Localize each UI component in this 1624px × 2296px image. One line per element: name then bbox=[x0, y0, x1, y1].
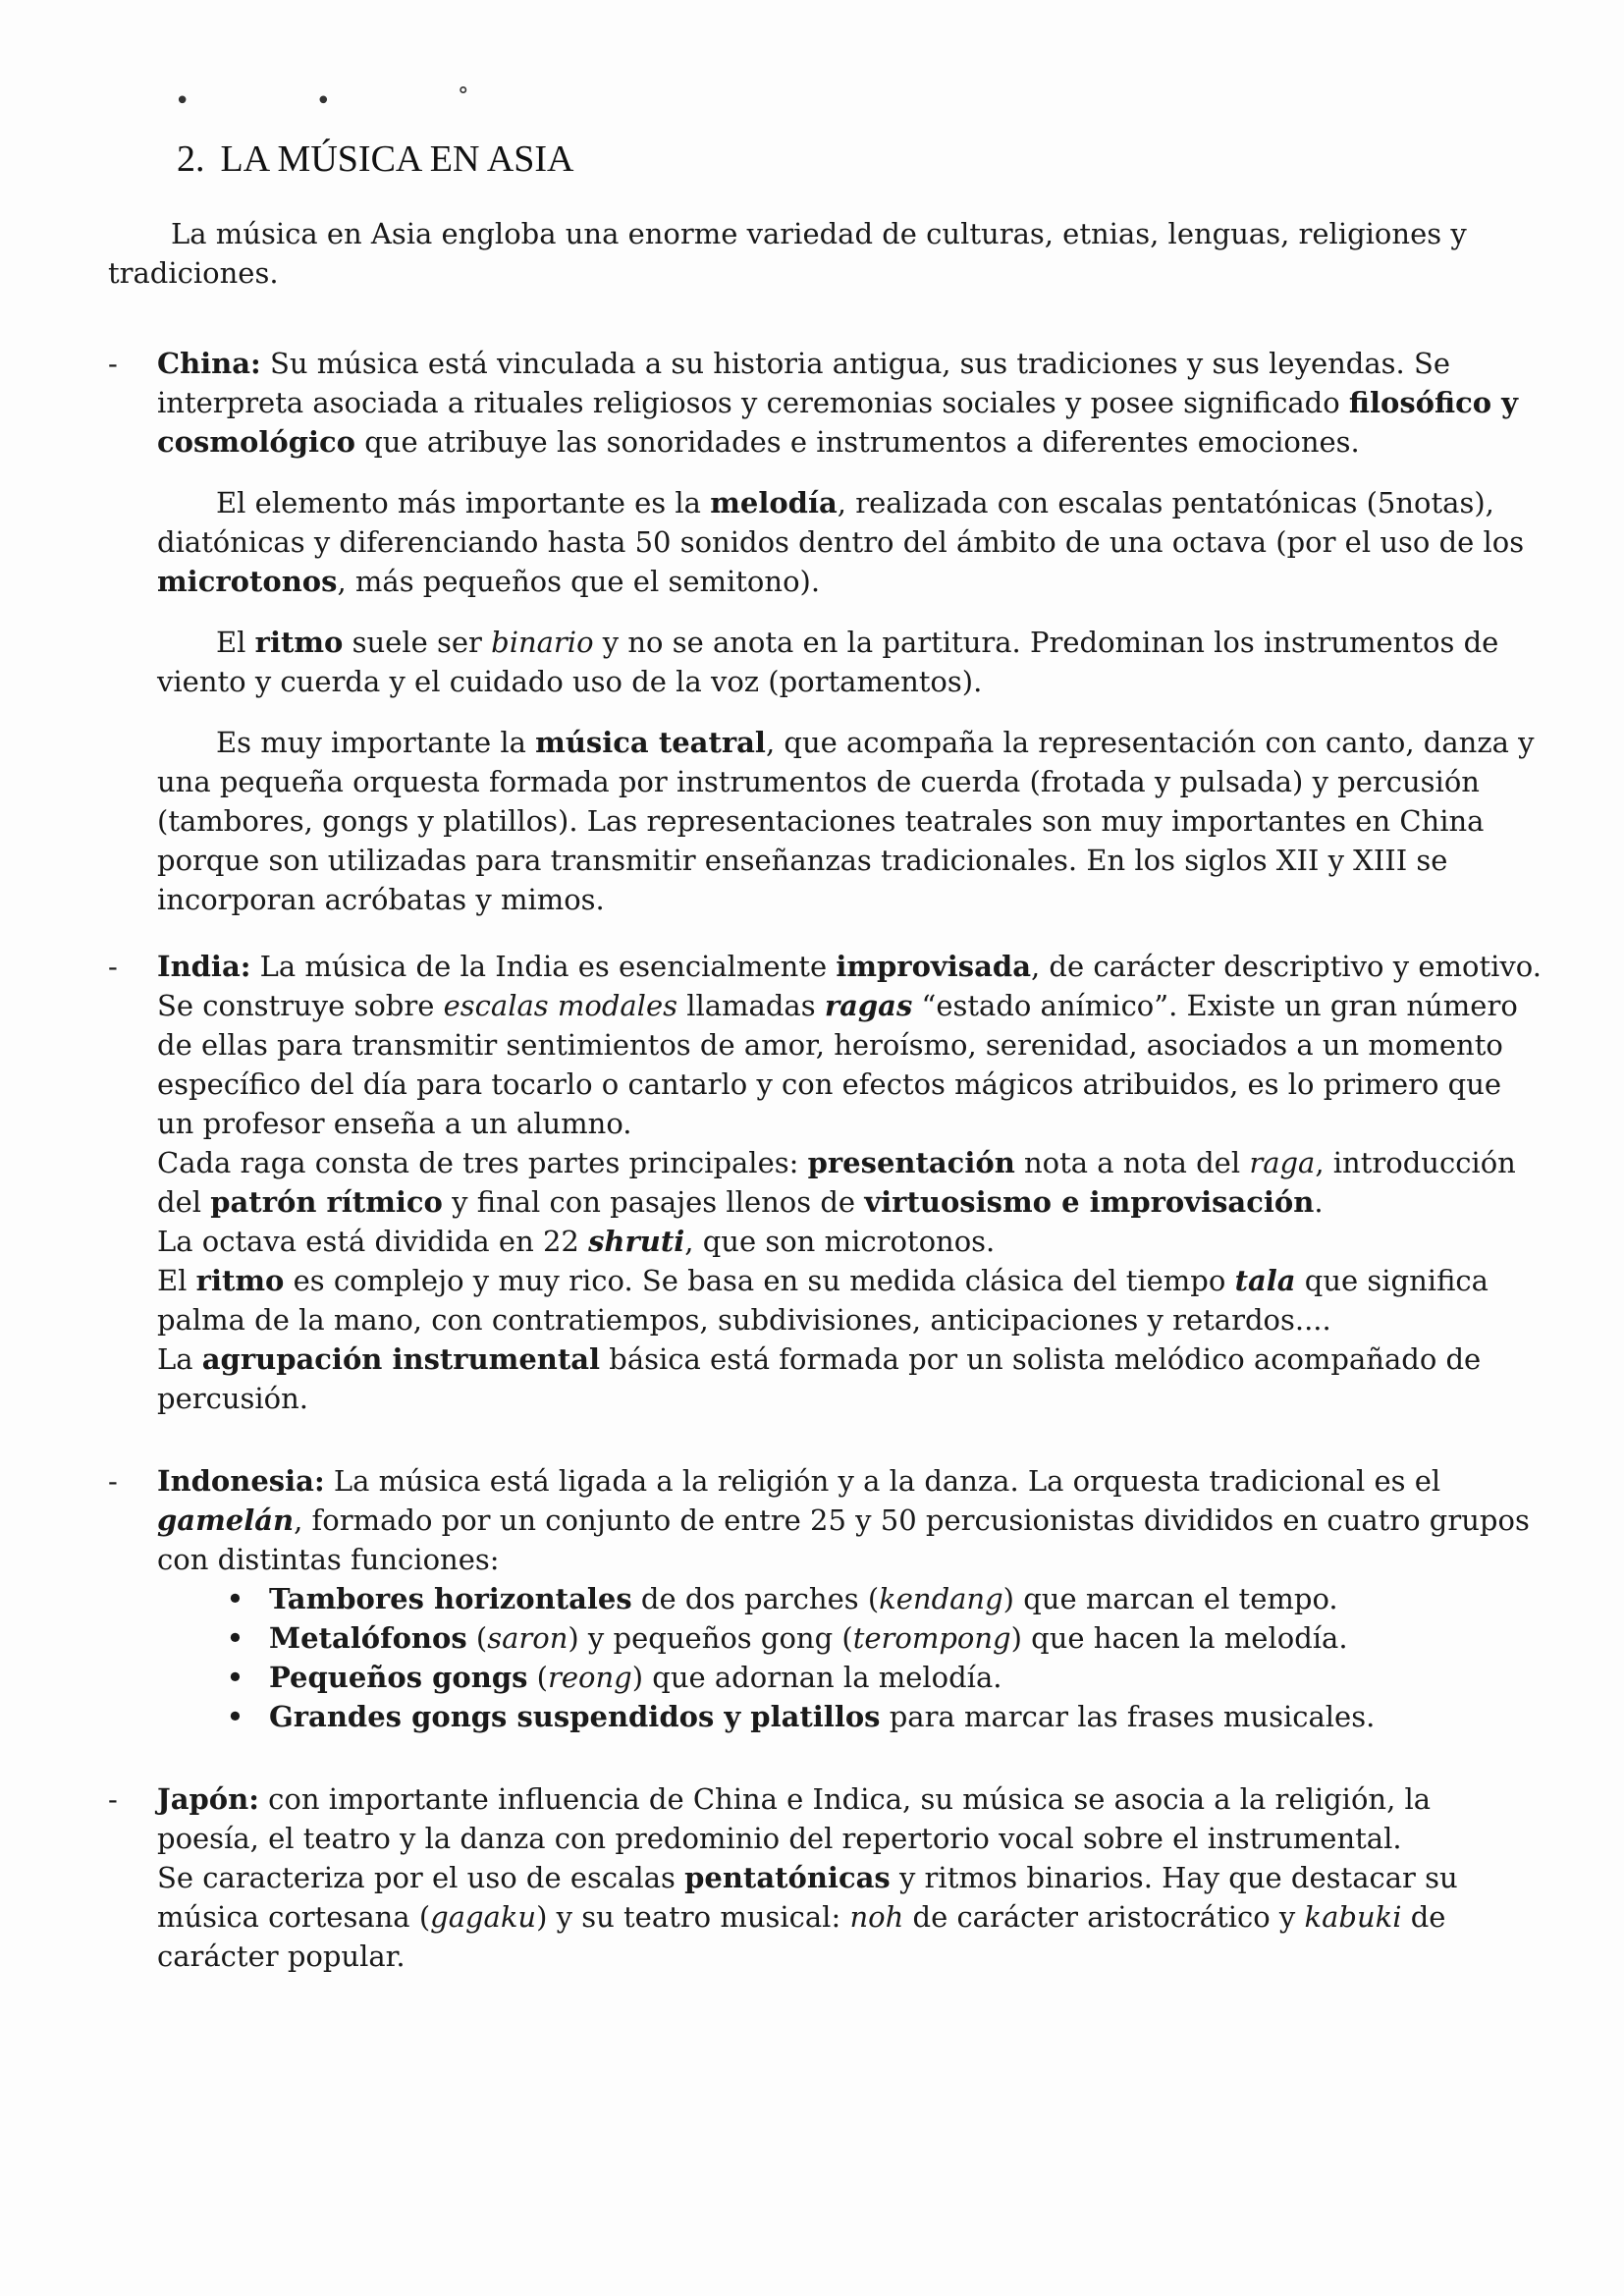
text-run: Su música está vinculada a su historia antigua, sus tradiciones y sus leyendas. Se interpreta asociada a rituales religiosos y ceremonias sociales y posee significado bbox=[157, 347, 1451, 419]
list-item bbox=[226, 1618, 1542, 1658]
bold-italic-run: tala bbox=[1234, 1264, 1296, 1297]
bold-run: melodía bbox=[710, 486, 838, 519]
japon-label: Japón: bbox=[157, 1782, 259, 1816]
italic-run: saron bbox=[487, 1621, 568, 1655]
bold-run: Metalófonos bbox=[269, 1621, 467, 1655]
text-run: llamadas bbox=[677, 989, 825, 1022]
bold-italic-run: gamelán bbox=[157, 1503, 295, 1537]
list-item bbox=[226, 1579, 1542, 1618]
text-run: , realizada con escalas pentatónicas (5notas), diatónicas y diferenciando hasta 50 sonidos dentro del ámbito de una octava (por el uso de los bbox=[157, 486, 1525, 559]
indonesia-label: Indonesia: bbox=[157, 1464, 325, 1498]
text-run: La octava está dividida en 22 bbox=[157, 1225, 589, 1258]
bold-run: ritmo bbox=[195, 1264, 285, 1297]
italic-run: reong bbox=[548, 1661, 632, 1694]
china-label: China: bbox=[157, 347, 261, 380]
italic-run: binario bbox=[491, 626, 594, 659]
text-run: . bbox=[1314, 1185, 1324, 1219]
scan-specks: • • ˚ bbox=[175, 86, 529, 116]
text-run: que significa palma de la mano, con contratiempos, subdivisiones, anticipaciones y retardos.... bbox=[157, 1264, 1489, 1337]
text-run: suele ser bbox=[343, 626, 492, 659]
text-run: Es muy importante la bbox=[216, 726, 536, 759]
india-label: India: bbox=[157, 950, 251, 983]
bold-run: Grandes gongs suspendidos y platillos bbox=[269, 1700, 881, 1733]
text-run: ( bbox=[527, 1661, 548, 1694]
document-body bbox=[108, 214, 1542, 2003]
india-paragraph-2 bbox=[157, 1143, 1542, 1222]
section-indonesia bbox=[108, 1461, 1542, 1736]
text-run: ) y pequeños gong ( bbox=[568, 1621, 853, 1655]
section-heading bbox=[177, 137, 574, 181]
text-run: de dos parches ( bbox=[631, 1582, 880, 1615]
china-paragraph-1 bbox=[157, 344, 1542, 462]
text-run: , de carácter descriptivo y emotivo. Se construye sobre bbox=[157, 950, 1542, 1022]
text-run: y no se anota en la partitura. Predominan los instrumentos de viento y cuerda y el cuidado uso de la voz (portamentos). bbox=[157, 626, 1499, 698]
bold-italic-run: shruti bbox=[588, 1225, 685, 1258]
text-run: básica está formada por un solista melódico acompañado de percusión. bbox=[157, 1342, 1482, 1415]
text-run: ) y su teatro musical: bbox=[536, 1900, 850, 1934]
section-india bbox=[108, 947, 1542, 1418]
section-number: 2. bbox=[177, 138, 205, 180]
text-run: Se caracteriza por el uso de escalas bbox=[157, 1861, 685, 1894]
india-paragraph-1 bbox=[157, 947, 1542, 1143]
section-china bbox=[108, 344, 1542, 919]
list-dash: - bbox=[108, 347, 118, 380]
bold-run: improvisada bbox=[836, 950, 1031, 983]
text-run: , que son microtonos. bbox=[684, 1225, 996, 1258]
text-run: nota a nota del bbox=[1014, 1146, 1250, 1179]
bold-run: microtonos bbox=[157, 565, 338, 598]
italic-run: gagaku bbox=[430, 1900, 537, 1934]
bold-run: música teatral bbox=[535, 726, 766, 759]
china-paragraph-3 bbox=[157, 623, 1542, 701]
italic-run: kendang bbox=[879, 1582, 1003, 1615]
indonesia-paragraph-1 bbox=[157, 1461, 1542, 1579]
bold-italic-run: ragas bbox=[824, 989, 913, 1022]
section-japon bbox=[108, 1779, 1542, 1976]
bold-run: Pequeños gongs bbox=[269, 1661, 528, 1694]
list-item bbox=[226, 1658, 1542, 1697]
japon-paragraph-1 bbox=[157, 1779, 1542, 1858]
bold-run: presentación bbox=[807, 1146, 1015, 1179]
text-run: es complejo y muy rico. Se basa en su medida clásica del tiempo bbox=[284, 1264, 1235, 1297]
gamelan-groups-list bbox=[157, 1579, 1542, 1736]
text-run: y final con pasajes llenos de bbox=[442, 1185, 865, 1219]
india-paragraph-3 bbox=[157, 1222, 1542, 1261]
italic-run: raga bbox=[1249, 1146, 1316, 1179]
text-run: , introducción del bbox=[157, 1146, 1516, 1219]
text-run: , que acompaña la representación con canto, danza y una pequeña orquesta formada por instrumentos de cuerda (frotada y pulsada) y percusión (tambores, gongs y platillos). Las representaciones teatrales son muy importantes en China porque son utilizadas para transmitir enseñanzas tradicionales. En los siglos XII y XIII se incorporan acróbatas y mimos. bbox=[157, 726, 1535, 916]
text-run: ( bbox=[466, 1621, 488, 1655]
japon-paragraph-2 bbox=[157, 1858, 1542, 1976]
india-paragraph-4 bbox=[157, 1261, 1542, 1339]
text-run: , más pequeños que el semitono). bbox=[337, 565, 821, 598]
text-run: ) que adornan la melodía. bbox=[631, 1661, 1002, 1694]
text-run: La música de la India es esencialmente bbox=[250, 950, 837, 983]
text-run: El elemento más importante es la bbox=[216, 486, 711, 519]
text-run: El bbox=[157, 1264, 196, 1297]
bold-run: filosófico y cosmológico bbox=[157, 386, 1519, 459]
italic-run: terompong bbox=[852, 1621, 1011, 1655]
text-run: con importante influencia de China e Indica, su música se asocia a la religión, la poesía, el teatro y la danza con predominio del repertorio vocal sobre el instrumental. bbox=[157, 1782, 1432, 1855]
text-run: Cada raga consta de tres partes principales: bbox=[157, 1146, 808, 1179]
china-paragraph-2 bbox=[157, 483, 1542, 601]
text-run: y ritmos binarios. Hay que destacar su música cortesana ( bbox=[157, 1861, 1458, 1934]
text-run: de carácter aristocrático y bbox=[903, 1900, 1305, 1934]
china-paragraph-4 bbox=[157, 723, 1542, 919]
list-dash: - bbox=[108, 1782, 118, 1816]
text-run: que atribuye las sonoridades e instrumentos a diferentes emociones. bbox=[355, 425, 1360, 459]
text-run: La bbox=[157, 1342, 202, 1376]
text-run: El bbox=[216, 626, 255, 659]
list-item bbox=[226, 1697, 1542, 1736]
text-run: de carácter popular. bbox=[157, 1900, 1446, 1973]
bold-run: agrupación instrumental bbox=[201, 1342, 601, 1376]
bold-run: pentatónicas bbox=[684, 1861, 891, 1894]
text-run: para marcar las frases musicales. bbox=[880, 1700, 1376, 1733]
text-run: La música está ligada a la religión y a la danza. La orquesta tradicional es el bbox=[324, 1464, 1441, 1498]
text-run: ) que hacen la melodía. bbox=[1010, 1621, 1348, 1655]
italic-run: escalas modales bbox=[443, 989, 677, 1022]
italic-run: noh bbox=[849, 1900, 904, 1934]
section-title: LA MÚSICA EN ASIA bbox=[220, 138, 574, 180]
india-paragraph-5 bbox=[157, 1339, 1542, 1418]
text-run: , formado por un conjunto de entre 25 y 50 percusionistas divididos en cuatro grupos con distintas funciones: bbox=[157, 1503, 1530, 1576]
text-run: “estado anímico”. Existe un gran número de ellas para transmitir sentimientos de amor, heroísmo, serenidad, asociados a un momento específico del día para tocarlo o cantarlo y con efectos mágicos atribuidos, es lo primero que un profesor enseña a un alumno. bbox=[157, 989, 1518, 1140]
italic-run: kabuki bbox=[1304, 1900, 1402, 1934]
bold-run: Tambores horizontales bbox=[269, 1582, 632, 1615]
bold-run: ritmo bbox=[254, 626, 344, 659]
text-run: ) que marcan el tempo. bbox=[1002, 1582, 1338, 1615]
intro-paragraph: La música en Asia engloba una enorme variedad de culturas, etnias, lenguas, religiones y tradiciones. bbox=[108, 217, 1467, 290]
list-dash: - bbox=[108, 1464, 118, 1498]
bold-run: patrón rítmico bbox=[210, 1185, 443, 1219]
bold-run: virtuosismo e improvisación bbox=[864, 1185, 1315, 1219]
list-dash: - bbox=[108, 950, 118, 983]
